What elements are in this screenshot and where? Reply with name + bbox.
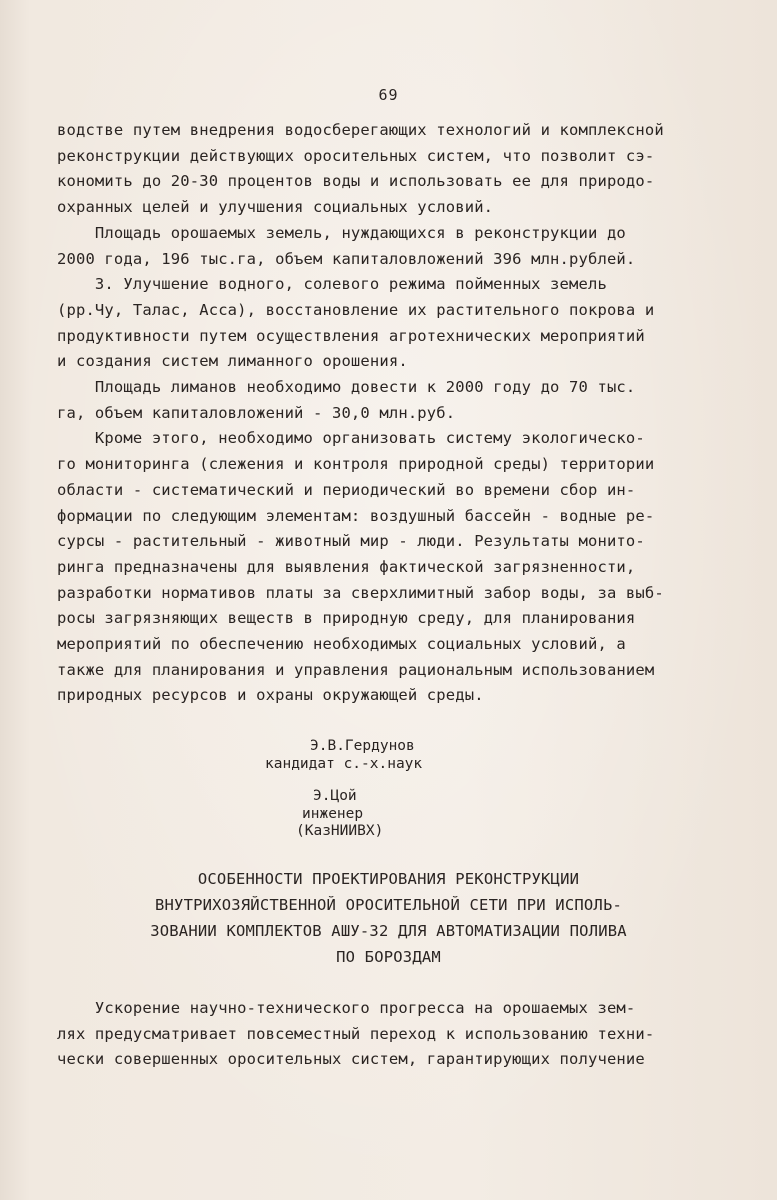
author-organization: (КазНИИВХ): [296, 823, 384, 839]
title-line: ЗОВАНИИ КОМПЛЕКТОВ АШУ-32 ДЛЯ АВТОМАТИЗАЦИИ ПОЛИВА: [150, 922, 627, 940]
main-text: [57, 118, 707, 709]
text-line: и создания систем лиманного орошения.: [57, 352, 408, 371]
text-line: Площадь лиманов необходимо довести к 2000 году до 70 тыс.: [57, 378, 636, 397]
paragraph: [57, 118, 707, 221]
text-line: природных ресурсов и охраны окружающей среды.: [57, 686, 484, 705]
article-intro: [57, 996, 707, 1073]
text-line: реконструкции действующих оросительных систем, что позволит сэ-: [57, 146, 655, 165]
article-title: [0, 866, 777, 970]
text-line: продуктивности путем осуществления агротехнических мероприятий: [57, 326, 645, 345]
text-line: кономить до 20-30 процентов воды и использовать ее для природо-: [57, 172, 655, 191]
text-line: мероприятий по обеспечению необходимых социальных условий, а: [57, 635, 626, 654]
text-line: ринга предназначены для выявления фактической загрязненности,: [57, 557, 636, 576]
page-number: 69: [378, 86, 399, 104]
text-line: (рр.Чу, Талас, Асса), восстановление их растительного покрова и: [57, 300, 655, 319]
text-line: Ускорение научно-технического прогресса на орошаемых зем-: [57, 999, 636, 1017]
text-line: формации по следующим элементам: воздушный бассейн - водные ре-: [57, 506, 655, 525]
paragraph: [57, 272, 707, 375]
text-line: Кроме этого, необходимо организовать систему экологическо-: [57, 429, 645, 448]
text-line: росы загрязняющих веществ в природную среду, для планирования: [57, 609, 636, 628]
title-line: ВНУТРИХОЗЯЙСТВЕННОЙ ОРОСИТЕЛЬНОЙ СЕТИ ПРИ ИСПОЛЬ-: [154, 896, 623, 914]
text-line: также для планирования и управления рациональным использованием: [57, 660, 655, 679]
text-line: го мониторинга (слежения и контроля природной среды) территории: [57, 455, 655, 474]
text-line: сурсы - растительный - животный мир - люди. Результаты монито-: [57, 532, 645, 551]
text-line: 3. Улучшение водного, солевого режима пойменных земель: [57, 275, 607, 294]
paragraph: [57, 221, 707, 272]
title-line: ПО БОРОЗДАМ: [336, 948, 441, 966]
text-line: Площадь орошаемых земель, нуждающихся в реконструкции до: [57, 223, 626, 242]
author-position: инженер: [302, 806, 364, 822]
author-name: Э.В.Гердунов: [310, 738, 415, 754]
text-line: лях предусматривает повсеместный переход к использованию техни-: [57, 1024, 655, 1043]
paragraph: [57, 375, 707, 426]
author-degree: кандидат с.-х.наук: [265, 756, 423, 772]
text-line: 2000 года, 196 тыс.га, объем капиталовложений 396 млн.рублей.: [57, 249, 636, 268]
title-line: ОСОБЕННОСТИ ПРОЕКТИРОВАНИЯ РЕКОНСТРУКЦИИ: [197, 870, 580, 888]
text-line: чески совершенных оросительных систем, гарантирующих получение: [57, 1050, 645, 1069]
text-line: области - систематический и периодический во времени сбор ин-: [57, 480, 636, 499]
text-line: разработки нормативов платы за сверхлимитный забор воды, за выб-: [57, 583, 664, 602]
text-line: водстве путем внедрения водосберегающих технологий и комплексной: [57, 121, 664, 139]
text-line: га, объем капиталовложений - 30,0 млн.руб.: [57, 403, 456, 422]
author-name: Э.Цой: [313, 788, 357, 804]
text-line: охранных целей и улучшения социальных условий.: [57, 198, 494, 217]
paragraph: [57, 426, 707, 709]
